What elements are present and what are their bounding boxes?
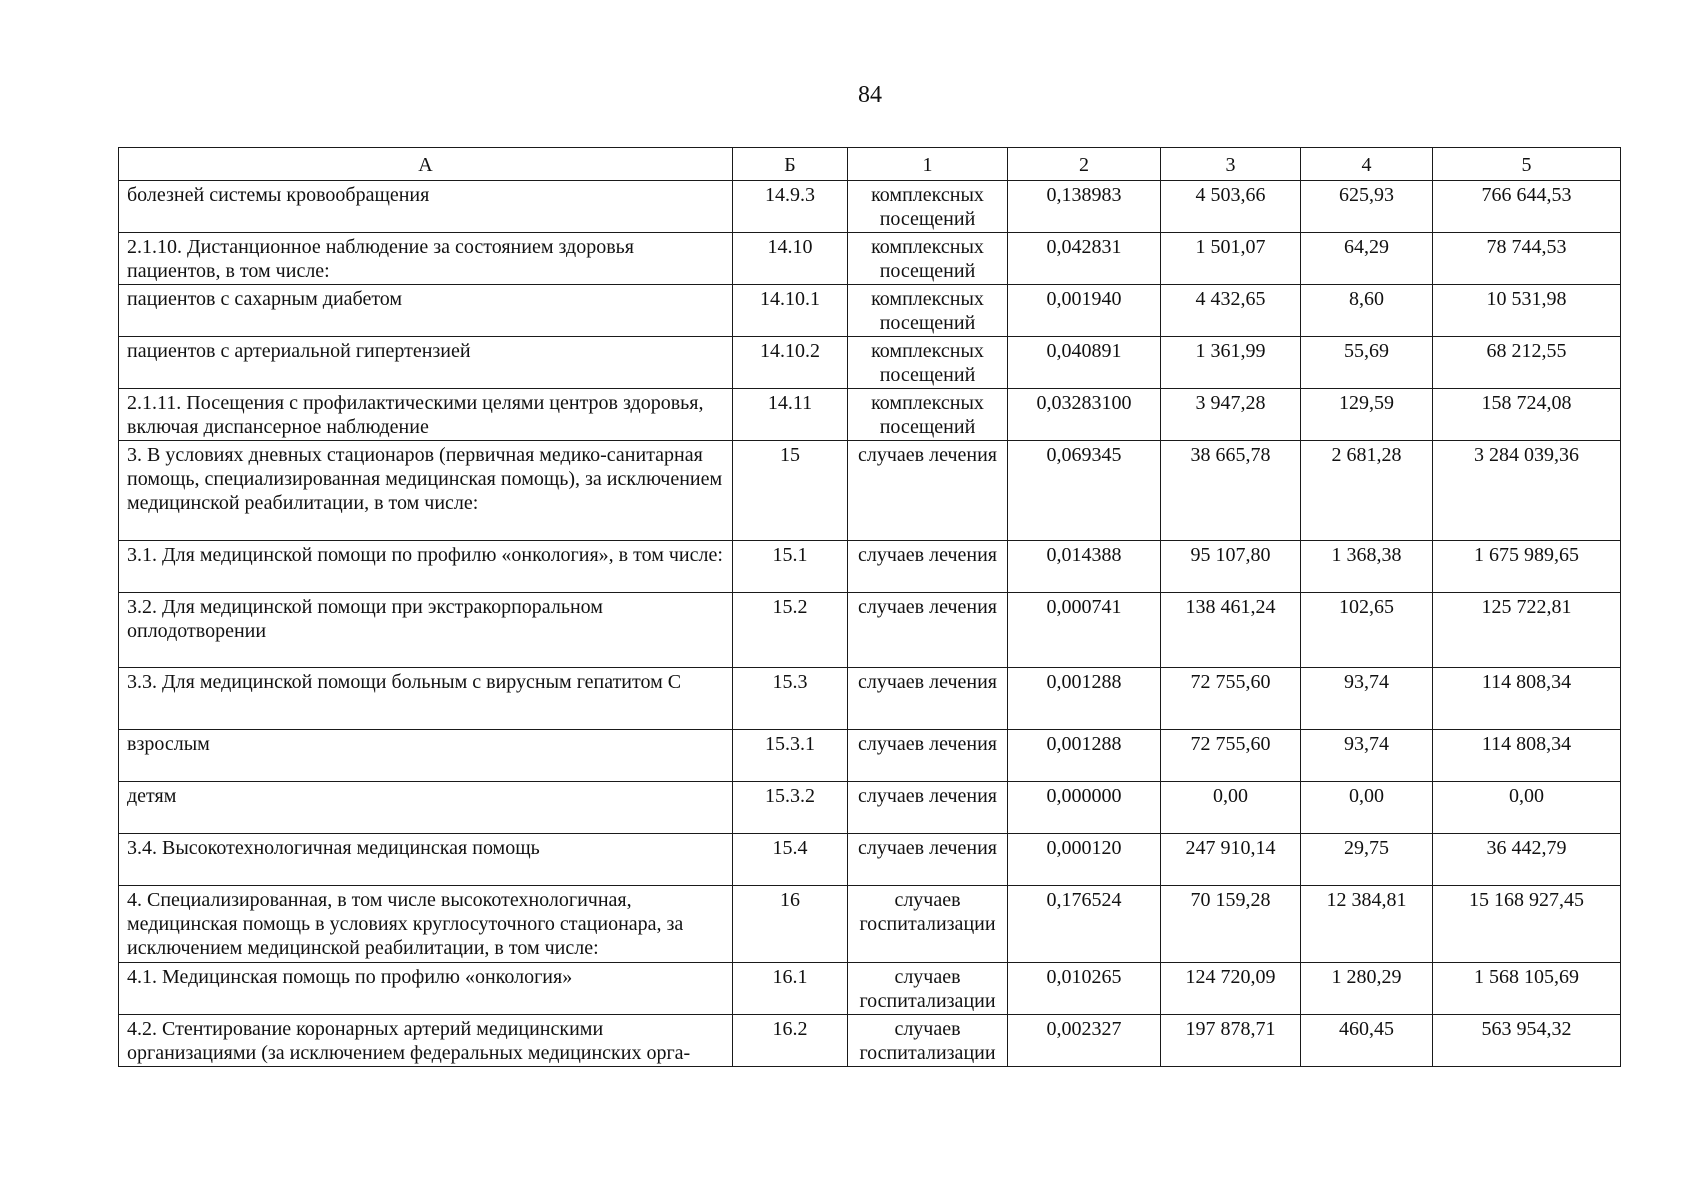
row-col-5: 78 744,53 — [1433, 233, 1621, 285]
row-col-4: 0,00 — [1301, 782, 1433, 834]
row-description: пациентов с артериальной гипертензией — [119, 337, 733, 389]
row-col-5: 15 168 927,45 — [1433, 886, 1621, 963]
row-description: 4.2. Стентирование коронарных артерий медицинскими организациями (за исключением федеральных медицинских орга- — [119, 1015, 733, 1067]
row-col-5: 1 568 105,69 — [1433, 963, 1621, 1015]
row-code: 16 — [733, 886, 848, 963]
row-col-5: 158 724,08 — [1433, 389, 1621, 441]
row-unit: комплексных посещений — [848, 337, 1008, 389]
row-col-4: 93,74 — [1301, 730, 1433, 782]
column-header-b: Б — [733, 148, 848, 181]
row-code: 15.2 — [733, 593, 848, 668]
column-header-1: 1 — [848, 148, 1008, 181]
row-col-2: 0,001288 — [1008, 730, 1161, 782]
row-code: 14.10.1 — [733, 285, 848, 337]
row-col-4: 460,45 — [1301, 1015, 1433, 1067]
row-description: 3.3. Для медицинской помощи больным с вирусным гепатитом С — [119, 668, 733, 730]
row-col-5: 114 808,34 — [1433, 668, 1621, 730]
row-col-4: 625,93 — [1301, 181, 1433, 233]
row-description: 2.1.11. Посещения с профилактическими целями центров здоровья, включая диспансерное наблюдение — [119, 389, 733, 441]
row-col-4: 1 368,38 — [1301, 541, 1433, 593]
row-col-5: 0,00 — [1433, 782, 1621, 834]
table-row — [119, 541, 1621, 593]
row-description: 3.1. Для медицинской помощи по профилю «онкология», в том числе: — [119, 541, 733, 593]
column-header-4: 4 — [1301, 148, 1433, 181]
row-col-5: 766 644,53 — [1433, 181, 1621, 233]
table-row — [119, 730, 1621, 782]
row-col-5: 1 675 989,65 — [1433, 541, 1621, 593]
row-col-2: 0,040891 — [1008, 337, 1161, 389]
table-row — [119, 337, 1621, 389]
column-header-2: 2 — [1008, 148, 1161, 181]
row-col-5: 36 442,79 — [1433, 834, 1621, 886]
row-col-3: 4 432,65 — [1161, 285, 1301, 337]
column-header-a: А — [119, 148, 733, 181]
row-description: 3. В условиях дневных стационаров (первичная медико-санитарная помощь, специализированная медицинская помощь), за исключением медицинской реабилитации, в том числе: — [119, 441, 733, 541]
row-unit: случаев госпитализации — [848, 1015, 1008, 1067]
table-row — [119, 834, 1621, 886]
row-col-3: 1 361,99 — [1161, 337, 1301, 389]
row-description: 3.4. Высокотехнологичная медицинская помощь — [119, 834, 733, 886]
row-col-2: 0,000000 — [1008, 782, 1161, 834]
row-unit: случаев госпитализации — [848, 963, 1008, 1015]
row-code: 15 — [733, 441, 848, 541]
row-unit: случаев госпитализации — [848, 886, 1008, 963]
data-table — [118, 147, 1621, 1067]
row-unit: случаев лечения — [848, 730, 1008, 782]
row-unit: случаев лечения — [848, 668, 1008, 730]
row-col-4: 29,75 — [1301, 834, 1433, 886]
row-col-3: 1 501,07 — [1161, 233, 1301, 285]
row-col-2: 0,176524 — [1008, 886, 1161, 963]
row-description: болезней системы кровообращения — [119, 181, 733, 233]
row-col-2: 0,001288 — [1008, 668, 1161, 730]
header-row — [119, 148, 1621, 181]
row-code: 15.3 — [733, 668, 848, 730]
row-col-3: 4 503,66 — [1161, 181, 1301, 233]
row-code: 15.3.1 — [733, 730, 848, 782]
table-row — [119, 593, 1621, 668]
row-code: 15.3.2 — [733, 782, 848, 834]
row-col-3: 124 720,09 — [1161, 963, 1301, 1015]
row-col-4: 12 384,81 — [1301, 886, 1433, 963]
row-col-3: 197 878,71 — [1161, 1015, 1301, 1067]
row-col-3: 38 665,78 — [1161, 441, 1301, 541]
row-code: 15.4 — [733, 834, 848, 886]
row-col-4: 129,59 — [1301, 389, 1433, 441]
row-col-3: 70 159,28 — [1161, 886, 1301, 963]
row-col-2: 0,042831 — [1008, 233, 1161, 285]
row-col-5: 563 954,32 — [1433, 1015, 1621, 1067]
row-unit: комплексных посещений — [848, 233, 1008, 285]
row-col-4: 102,65 — [1301, 593, 1433, 668]
row-col-2: 0,000741 — [1008, 593, 1161, 668]
table-row — [119, 441, 1621, 541]
row-col-3: 247 910,14 — [1161, 834, 1301, 886]
row-code: 15.1 — [733, 541, 848, 593]
row-unit: случаев лечения — [848, 834, 1008, 886]
table-row — [119, 668, 1621, 730]
row-col-3: 72 755,60 — [1161, 668, 1301, 730]
table-row — [119, 285, 1621, 337]
row-col-5: 114 808,34 — [1433, 730, 1621, 782]
row-col-4: 55,69 — [1301, 337, 1433, 389]
row-col-3: 0,00 — [1161, 782, 1301, 834]
row-unit: случаев лечения — [848, 593, 1008, 668]
row-code: 16.2 — [733, 1015, 848, 1067]
row-col-3: 95 107,80 — [1161, 541, 1301, 593]
row-description: 4.1. Медицинская помощь по профилю «онкология» — [119, 963, 733, 1015]
page-number: 84 — [858, 82, 882, 108]
table-row — [119, 1015, 1621, 1067]
row-col-2: 0,069345 — [1008, 441, 1161, 541]
row-col-5: 10 531,98 — [1433, 285, 1621, 337]
row-col-2: 0,000120 — [1008, 834, 1161, 886]
row-code: 14.10.2 — [733, 337, 848, 389]
row-code: 14.10 — [733, 233, 848, 285]
table-row — [119, 782, 1621, 834]
row-unit: комплексных посещений — [848, 389, 1008, 441]
row-unit: случаев лечения — [848, 541, 1008, 593]
row-col-2: 0,138983 — [1008, 181, 1161, 233]
row-col-4: 8,60 — [1301, 285, 1433, 337]
row-col-2: 0,014388 — [1008, 541, 1161, 593]
column-header-5: 5 — [1433, 148, 1621, 181]
row-col-4: 1 280,29 — [1301, 963, 1433, 1015]
row-col-3: 72 755,60 — [1161, 730, 1301, 782]
row-col-3: 138 461,24 — [1161, 593, 1301, 668]
row-col-4: 93,74 — [1301, 668, 1433, 730]
row-code: 14.11 — [733, 389, 848, 441]
row-col-4: 2 681,28 — [1301, 441, 1433, 541]
row-col-5: 125 722,81 — [1433, 593, 1621, 668]
row-description: пациентов с сахарным диабетом — [119, 285, 733, 337]
row-unit: комплексных посещений — [848, 285, 1008, 337]
row-col-2: 0,002327 — [1008, 1015, 1161, 1067]
row-code: 14.9.3 — [733, 181, 848, 233]
row-col-3: 3 947,28 — [1161, 389, 1301, 441]
table-row — [119, 181, 1621, 233]
row-description: взрослым — [119, 730, 733, 782]
row-description: 2.1.10. Дистанционное наблюдение за состоянием здоровья пациентов, в том числе: — [119, 233, 733, 285]
row-unit: случаев лечения — [848, 441, 1008, 541]
column-header-3: 3 — [1161, 148, 1301, 181]
row-description: детям — [119, 782, 733, 834]
row-code: 16.1 — [733, 963, 848, 1015]
table-row — [119, 389, 1621, 441]
row-col-2: 0,001940 — [1008, 285, 1161, 337]
row-col-4: 64,29 — [1301, 233, 1433, 285]
row-description: 4. Специализированная, в том числе высокотехнологичная, медицинская помощь в условиях круглосуточного стационара, за исключением медицинской реабилитации, в том числе: — [119, 886, 733, 963]
table-row — [119, 886, 1621, 963]
row-col-2: 0,010265 — [1008, 963, 1161, 1015]
table-row — [119, 233, 1621, 285]
row-col-5: 68 212,55 — [1433, 337, 1621, 389]
row-unit: случаев лечения — [848, 782, 1008, 834]
row-col-5: 3 284 039,36 — [1433, 441, 1621, 541]
table-row — [119, 963, 1621, 1015]
row-col-2: 0,03283100 — [1008, 389, 1161, 441]
row-unit: комплексных посещений — [848, 181, 1008, 233]
row-description: 3.2. Для медицинской помощи при экстракорпоральном оплодотворении — [119, 593, 733, 668]
